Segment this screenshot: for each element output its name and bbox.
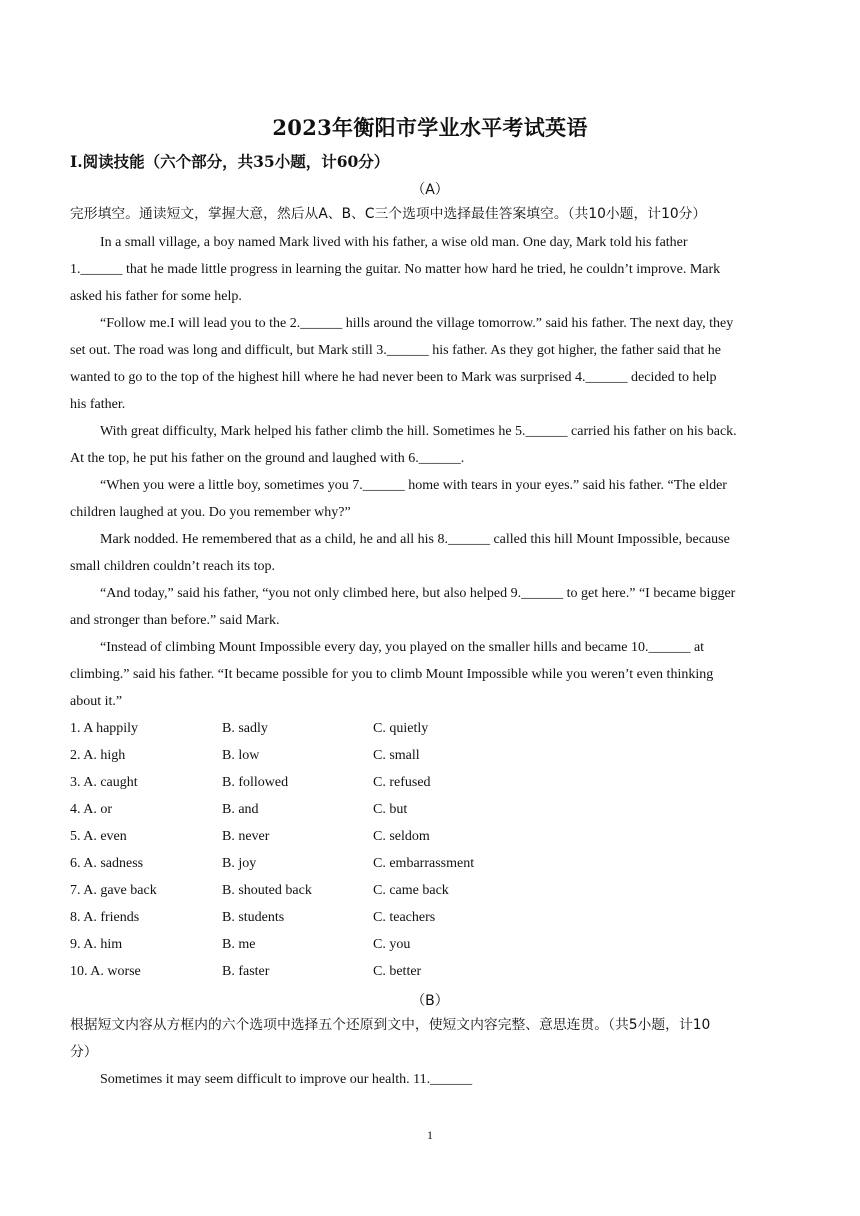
option-c: C. small: [373, 748, 420, 763]
option-c: C. but: [373, 802, 408, 817]
option-a: 5. A. even: [70, 829, 127, 844]
passage-line: small children couldn’t reach its top.: [70, 559, 276, 574]
option-row-6: [70, 850, 790, 877]
option-a: 6. A. sadness: [70, 856, 144, 871]
option-a: 8. A. friends: [70, 910, 140, 925]
option-b: B. me: [222, 937, 256, 952]
passage-line: set out. The road was long and difficult, but Mark still 3.______ his father. As they got higher, the father said that he: [70, 343, 721, 358]
passage-line: “When you were a little boy, sometimes you 7.______ home with tears in your eyes.” said his father. “The elder: [100, 478, 727, 493]
option-a: 9. A. him: [70, 937, 123, 952]
option-a: 10. A. worse: [70, 964, 141, 979]
option-b: B. and: [222, 802, 259, 817]
passage-line: and stronger than before.” said Mark.: [70, 613, 280, 628]
option-c: C. quietly: [373, 721, 429, 736]
passage-line: “And today,” said his father, “you not only climbed here, but also helped 9.______ to get here.” “I became bigger: [100, 586, 736, 601]
option-b: B. students: [222, 910, 285, 925]
part-b-instruction: 根据短文内容从方框内的六个选项中选择五个还原到文中，使短文内容完整、意思连贯。（共5小题，计10: [70, 1017, 711, 1033]
passage-line: “Follow me.I will lead you to the 2.______ hills around the village tomorrow.” said his father. The next day, they: [100, 316, 734, 331]
option-row-2: [70, 742, 790, 769]
option-a: 1. A happily: [70, 721, 139, 736]
option-row-4: [70, 796, 790, 823]
option-c: C. teachers: [373, 910, 436, 925]
page-number: 1: [427, 1128, 433, 1142]
passage-line: “Instead of climbing Mount Impossible every day, you played on the smaller hills and became 10.______ at: [100, 640, 705, 655]
page-title: 2023年衡阳市学业水平考试英语: [272, 115, 588, 140]
section-heading: I.阅读技能（六个部分，共35小题，计60分）: [70, 152, 390, 171]
option-a: 7. A. gave back: [70, 883, 157, 898]
passage-line: children laughed at you. Do you remember why?”: [70, 505, 351, 520]
passage-line: At the top, he put his father on the ground and laughed with 6.______.: [70, 451, 465, 466]
option-b: B. low: [222, 748, 260, 763]
option-c: C. came back: [373, 883, 449, 898]
option-a: 3. A. caught: [70, 775, 138, 790]
passage-line: With great difficulty, Mark helped his father climb the hill. Sometimes he 5.______ carried his father on his back.: [100, 424, 737, 439]
option-c: C. seldom: [373, 829, 430, 844]
option-c: C. better: [373, 964, 422, 979]
passage-line: wanted to go to the top of the highest hill where he had never been to Mark was surprised 4.______ decided to help: [70, 370, 717, 385]
option-b: B. sadly: [222, 721, 268, 736]
option-b: B. shouted back: [222, 883, 312, 898]
option-row-7: [70, 877, 790, 904]
passage-line: asked his father for some help.: [70, 289, 242, 304]
option-c: C. embarrassment: [373, 856, 475, 871]
option-row-9: [70, 931, 790, 958]
passage-line: 1.______ that he made little progress in learning the guitar. No matter how hard he tried, he couldn’t improve. Mark: [70, 262, 721, 277]
passage-line: In a small village, a boy named Mark lived with his father, a wise old man. One day, Mark told his father: [100, 235, 688, 250]
option-row-5: [70, 823, 790, 850]
option-row-3: [70, 769, 790, 796]
option-row-8: [70, 904, 790, 931]
part-a-instruction: 完形填空。通读短文，掌握大意，然后从A、B、C三个选项中选择最佳答案填空。（共10小题，计10分）: [70, 206, 707, 222]
option-a: 2. A. high: [70, 748, 126, 763]
passage-line: about it.”: [70, 694, 123, 709]
part-b-label: （B）: [411, 993, 449, 1009]
option-c: C. refused: [373, 775, 431, 790]
passage-line: his father.: [70, 397, 126, 412]
option-c: C. you: [373, 937, 411, 952]
option-b: B. faster: [222, 964, 270, 979]
option-b: B. followed: [222, 775, 289, 790]
passage-line: Mark nodded. He remembered that as a child, he and all his 8.______ called this hill Mount Impossible, because: [100, 532, 730, 547]
option-a: 4. A. or: [70, 802, 112, 817]
part-a-label: （A）: [411, 182, 449, 198]
option-b: B. never: [222, 829, 270, 844]
part-b-first-line: Sometimes it may seem difficult to improve our health. 11.______: [100, 1072, 473, 1087]
option-row-1: [70, 715, 790, 742]
part-b-instruction-cont: 分）: [70, 1044, 98, 1060]
option-row-10: [70, 958, 790, 985]
passage-line: climbing.” said his father. “It became possible for you to climb Mount Impossible while you weren’t even thinking: [70, 667, 714, 682]
option-b: B. joy: [222, 856, 257, 871]
